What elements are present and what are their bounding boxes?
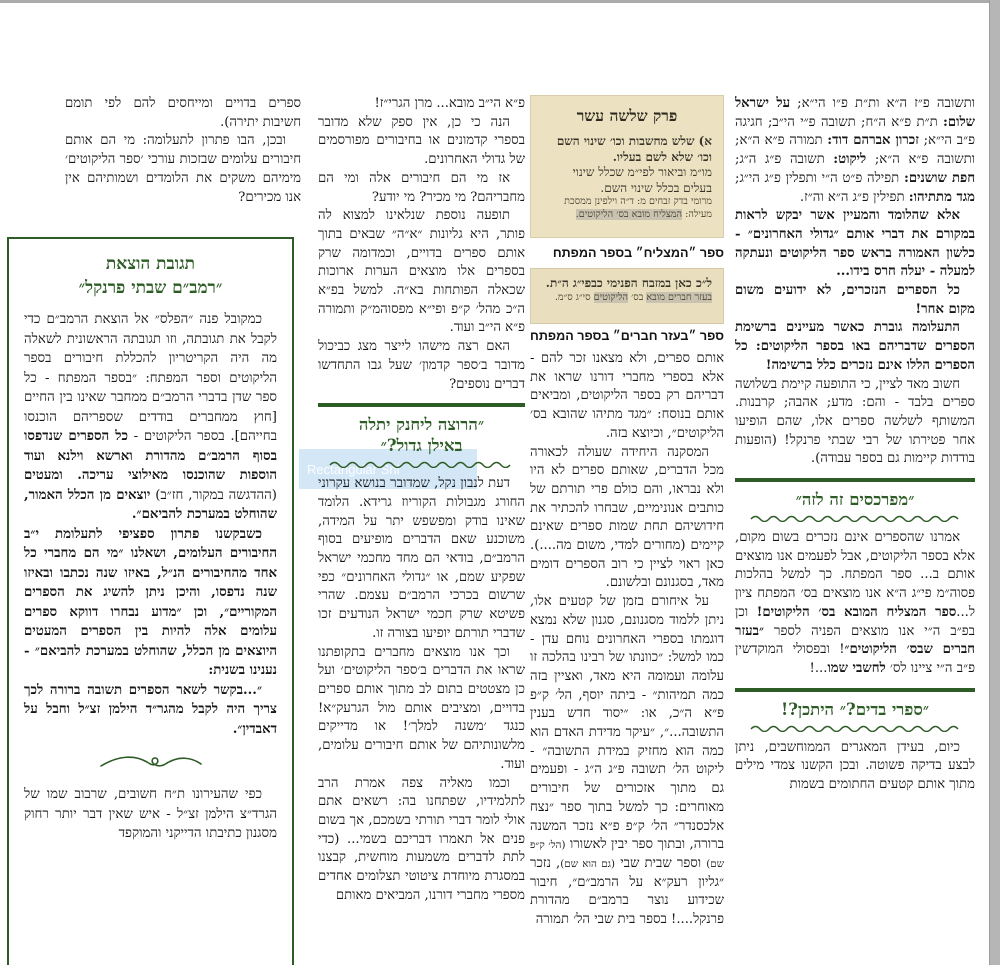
text-run: ספר המצליח המובא בס׳ הליקוטים! <box>756 604 957 620</box>
paragraph <box>24 310 277 525</box>
text-run: תפילין פ״ג ה״א וה״ז. <box>799 189 909 205</box>
scan-chapter-title: פרק שלשה עשר <box>576 106 678 125</box>
section-title: ״מפרכסים זה לזה״ <box>795 490 915 510</box>
column-middle <box>318 95 525 965</box>
page-edge-top <box>0 0 1000 3</box>
text-run: וכמו מאליה צפה אמרת הרב לתלמידיו, שפתחנו בה: רשאים אתם אולי לומר דברי תורתי בשמכם, אך בשום פנים אל תאמרו דבריכם בשמי... (כדי לתת לדברים משמעות מוחשית, קבצנו במסגרת מיוחדת ציטוטי תצלומים אחדים מספרי מחברי דורנו, המביאים מאותם <box>318 775 525 903</box>
text-run: תופעה נוספת שנלאינו למצוא לה פותר, היא גליונות ״א״ה״ שבאים בתוך אותם ספרים בדויים, וכמדומה שרק בספרים אלו מוצאים הערות ארוכות שכאלה הפותחות בא״ה. למשל בפ״א ה״כ מהל׳ ק״פ ופי״א מפסוהמ״ק ותמורה פ״א הי״ב ועוד. <box>318 208 525 336</box>
paragraph <box>530 593 724 930</box>
text-run: אלא שהלומד והמעיין אשר יבקש לראות במקורם את דברי אותם ״גדולי האחרונים״ - כלשון האמורה בראש ספר הליקוטים ונעתקה למעלה - יעלה חרס בידו... <box>735 208 975 280</box>
text-run: תפילה פ״ט ה״י ותפלין פ״ג הי״ג; <box>735 170 904 186</box>
paragraph <box>24 525 277 681</box>
paragraph <box>530 350 724 444</box>
wavy-underline <box>750 724 960 732</box>
scan-text-line <box>542 150 712 166</box>
flourish-ornament-icon <box>95 751 207 775</box>
paragraph <box>735 95 975 207</box>
scan-caption-hamatzliach: ספר ״המצליח״ בספר המפתח <box>552 246 724 260</box>
text-run: אז מי הם חיבורים אלה ומי הם מחבריהם? מי מכיר? מי יודע? <box>318 170 525 205</box>
scan-text-line <box>542 181 712 197</box>
text-run: תמורה פ״א ה״א; ותשובה פ״א ה״א; <box>735 133 975 168</box>
text-run: מרומי בדק זבחים מ: ד״ה וילפינן ממסכת <box>564 196 712 207</box>
text-run: אמרנו שהספרים אינם נזכרים בשום מקום, אלא בספר הליקוטים, אבל לפעמים אנו מוצאים אותם ב... ספר המפתח. כך למשל בהלכות פסוה״מ פי״ג ה״א אנו מוצאים בס׳ המפתח ציון ל... <box>735 530 975 620</box>
text-run: דעת לנבון נקל, שמדובר בנושא עקרוני החורג מגבולות הקוריוז גרידא. הלומד שאינו בודק ומפשפש יתר על המידה, משוכנע שאם הדברים מופיעים בסוף הרמב״ם, בודאי הם מחד מחכמי ישראל שפקיע שמם, או ״גדולי האחרונים״ כפי שרשום בכרכי הרמב״ם עצמם. שהרי פשיטא שרק חכמי ישראל הנודעים זכו שדברי תורתם יופיעו בצורה זו. <box>318 476 525 641</box>
section-heading <box>318 403 525 468</box>
paragraph <box>24 681 277 740</box>
text-run: כמקובל פנה ״הפלס״ אל הוצאת הרמב״ם כדי לקבל את תגובתה, וזו תגובתה הראשונית לשאלה מה היה הקריטריון להכללת חיבורים בספר הליקוטים וספר המפתח: ״בספר המפתח - כל ספר שדן בדברי הרמב״ם ממחבר שאינו בין החיים [חוץ ממחברים בודדים שספריהם הוכנסו בחייהם]. בספר הליקוטים - <box>24 312 278 444</box>
text-run: ספרים בדויים ומייחסים להם לפי תומם חשיבות יתירה). <box>65 96 301 130</box>
book-scan-hamatzliach <box>530 95 724 238</box>
text-run: א) שלש מחשבות וכו׳ שינוי השם <box>556 134 712 148</box>
text-run: אותם ספרים, ולא מצאנו זכר להם - אלא בספרי מחברי דורנו שראו את דבריהם רק בספר הליקוטים, ומביאים אותם בנוסח: ״מגד מתיהו שהובא בס׳ הליקוטים״, וכיוצא בזה. <box>530 351 724 441</box>
paragraph <box>318 338 525 394</box>
text-run: ...! <box>809 660 828 676</box>
text-run: (הל׳ ק״פ שם) <box>530 839 724 870</box>
text-run: ״בעזר חברים שבס׳ הליקוטים״ <box>735 623 975 658</box>
section-title: ״הרוצה ליחנק יתלה באילן גדול?״ <box>358 415 485 456</box>
text-run: ת״ת פ״א ה״ח; תשובה פ״י הי״ב; חגיגה פ״ב הי״א; <box>735 114 975 149</box>
paragraph <box>318 207 525 338</box>
text-run: , נזכר ״גליון רעק״א על הרמב״ם״, חיבור שכידוע נוצר ברמב״ם מהדורת פרנקל....! בספר בית שבי הל׳ תמורה <box>530 855 724 928</box>
text-run: המצליח מובא בס׳ הליקוטים. <box>575 208 683 220</box>
text-run: חשוב מאד לציין, כי התופעה קיימת בשלושה ספרים בלבד - והם: מדע; אהבה; קרבנות. המשותף לשלשה ספרים אלו, שהם הופיעו אחר פטירתו של רבי שבתי פרנקל! (הופעות בודדות קיימות גם בספר עבודה). <box>735 376 975 467</box>
wavy-underline <box>329 460 514 468</box>
text-run: כל הספרים הנזכרים, לא ידועים משום מקום אחר! <box>735 283 975 317</box>
scan-text-line <box>542 292 712 305</box>
text-run: בעלים בכלל שינוי השם. <box>600 180 712 195</box>
text-run: (גם הוא שם) <box>560 857 616 870</box>
column-left-top <box>65 95 301 237</box>
text-run: בעזר חברים מובא <box>646 291 712 303</box>
snip-tool-overlay: Rectangular Sni <box>299 449 477 489</box>
paragraph <box>65 95 301 132</box>
text-run: התעלומה גוברת כאשר מעיינים ברשימת הספרים שדבריהם באו בספר הליקוטים: כל הספרים הללו אינם נזכרים כלל ברשימה! <box>735 320 975 373</box>
section-heading <box>735 688 975 732</box>
paragraph <box>735 529 975 679</box>
publisher-response-box <box>7 237 294 965</box>
text-run: יוצאים מן הכלל האמור, שהוחלט במערכת להביאם״. <box>24 487 277 522</box>
column-right <box>735 95 975 965</box>
paragraph <box>318 644 525 775</box>
text-run: ! ובפסולי המוקדשין פ״ב ה״י ציינו לס׳ <box>735 642 975 676</box>
text-run: וכו׳ שלא לשם בעליו. <box>612 149 712 164</box>
section-title: ״ספרי בדים?״ היתכן?! <box>780 699 930 719</box>
book-scan-beezer-chaverim <box>530 268 724 324</box>
text-run: חפת שושנים: <box>903 170 975 186</box>
section-heading <box>735 478 975 522</box>
paragraph <box>24 785 277 844</box>
text-run: זכרון אברהם דוד: <box>827 133 919 149</box>
paragraph <box>735 376 975 470</box>
text-run: (ההדגשה במקור, חז״ב) <box>150 487 277 503</box>
scan-text-line <box>542 209 712 222</box>
text-run: בס׳ <box>628 291 647 303</box>
text-run: וכך אנו מוצאים מחברים בתקופתנו שראו את הדברים ב׳ספר הליקוטים׳ ועל כן מצטטים בתום לב מתוך אותם ספרים בדויים, ומציבים אותם מול הגרעק״א! כנגד ׳משנה למלך׳! או מדייקים מלשונותיהם של אותם חיבורים עלומים, ועוד. <box>318 644 525 772</box>
response-box-title: תגובת הוצאת ״רמב״ם שבתי פרנקל״ <box>78 254 223 298</box>
scan-text-line <box>542 196 712 209</box>
section-divider-bar <box>318 403 525 407</box>
section-divider-bar <box>735 688 975 692</box>
scan-text-line <box>542 134 712 150</box>
paragraph <box>735 207 975 282</box>
text-run: לחשבי שמו <box>827 660 886 676</box>
text-run: ל״כ כאן במזבח הפנימי כבפי״ג ה״ת. <box>545 276 712 290</box>
paragraph <box>530 444 724 594</box>
paragraph <box>318 170 525 207</box>
paragraph <box>735 319 975 375</box>
text-run: על איחורם בזמן של קטעים אלו, ניתן ללמוד מסגנונם, סגנון שלא נמצא דוגמתו בספרי האחרונים נוחם עדן - כמו למשל: ״כוונתו של רבינו בהלכה זו עלומה ועמומה היא מאד, ואציין בזה כמה תמיהות״ - ביתה יוסף, הל׳ ק״פ פ״א ה״כ, או: ״יסוד חדש בענין התשובה...״, ״עיקר מדידת האדם הוא כמה הוא מחזיק במידת התשובה״ - ליקוט הל׳ תשובה פ״ג ה״ג - ופעמים גם מתוך אזכורים של חיבורים מאוחרים: כך למשל בתוך ספר ״נצח אלכסנדר״ הל׳ ק״פ פ״א נזכר המשנה ברורה, ובתוך ספר יבין לאשורו <box>530 594 724 853</box>
wavy-underline <box>750 514 960 522</box>
column-mid-right <box>530 350 724 965</box>
text-run: הנה כי כן, אין ספק שלא מדובר בספרי קדמונים או בחיבורים מפורסמים של גדולי האחרונים. <box>318 114 525 168</box>
text-run: מגד מתתיהו: <box>908 189 975 205</box>
text-run: כיום, בעידן המאגרים הממוחשבים, ניתן לבצע בדיקה פשוטה. ובכן הקשנו צמדי מילים מתוך אותם קטעים החתומים בשמות <box>735 739 975 793</box>
text-run: ליקוט: <box>833 152 867 168</box>
text-run: כשבקשנו פתרון ספציפי לתעלומת י״ב החיבורים העלומים, ושאלנו ״מי הם מחברי כל אחד מהחיבורים הנ״ל, באיזו שנה נכתבו ובאיזו שנה נדפסו, והיכן ניתן להשיג את הספרים המקוריים״, וכן ״מדוע נבחרו דווקא ספרים עלומים אלה להיות בין הספרים המעטים היוצאים מן הכלל, שהוחלט במערכת להביאם״ - נענינו בשנית: <box>24 526 277 678</box>
scan-text-line <box>542 165 712 181</box>
scan-caption-beezer-chaverim: ספר ״בעזר חברים״ בספר המפתח <box>530 329 724 343</box>
paragraph <box>318 775 525 906</box>
text-run: ובכן, הבו פתרון לתעלומה: מי הם אותם חיבורים עלומים שבזכות עורכי ׳ספר הליקוטים׳ מימיהם משקים את הלומדים ושמותיהם אין אנו מכירים? <box>65 133 301 205</box>
text-run: סי״ג ס״מ. <box>554 291 594 303</box>
text-run: האם רצה מישהו לייצר מצג כביכול מדובר ב׳ספר קדמון׳ שעל גבו התחדשו דברים נוספים? <box>318 339 525 392</box>
text-run: וכן בפ״ב ה״י אנו מוצאים הפניה לספר <box>735 604 975 639</box>
text-run: כפי שהעירונו ת״ח חשובים, שרבוב שמו של הגרד״צ הילמן זצ״ל - איש שאין דבר יותר רחוק מסגנון כתיבתו הדייקני והמוקפד <box>24 787 277 841</box>
text-run: המסקנה היחידה שעולה לכאורה מכל הדברים, שאותם ספרים לא היו ולא נבראו, והם כולם פרי תורתם של כותבים אנונימיים, שבחרו להכתיר את חידושיהם תחת שמות ספרים שאינם קיימים (מחורים למדי, משום מה....). כאן ראוי לציין כי רוב הספרים דומים מאד, בסגנונם ובלשונם. <box>530 444 724 591</box>
text-run: תשובה פ״ג ה״ג; <box>735 152 834 168</box>
scan-text-line <box>542 276 712 292</box>
text-run: מעילה: <box>682 208 712 220</box>
paragraph <box>318 95 525 114</box>
paragraph <box>65 132 301 207</box>
text-run: ותשובה פ״ז ה״א ות״ת פ״ו הי״א; <box>790 96 975 111</box>
text-run: מו״מ וביאור לפי״מ שכלל שינוי <box>572 165 712 179</box>
text-run: הליקוטים <box>593 291 629 303</box>
paragraph <box>735 739 975 795</box>
paragraph <box>318 475 525 643</box>
text-run: על ישראל שלום: <box>735 96 975 130</box>
section-divider-bar <box>735 478 975 482</box>
page-edge-right <box>989 0 1000 965</box>
text-run: ״...בקשר לשאר הספרים תשובה ברורה לכך צריך היה לקבל מהגר״ד הילמן זצ״ל וחבל על דאבדין״. <box>24 682 277 737</box>
paragraph <box>318 114 525 170</box>
text-run: כל הספרים שנדפסו בסוף הרמב״ם מהדורת וארשא וילנא ועוד הוספות שהוכנסו מאילוצי עריכה. ומעטים <box>24 429 277 483</box>
paragraph <box>735 282 975 319</box>
text-run: וספר שבית שבי <box>615 855 707 871</box>
text-run: פ״א הי״ב מובא... מרן הגרי״ז! <box>374 96 525 111</box>
